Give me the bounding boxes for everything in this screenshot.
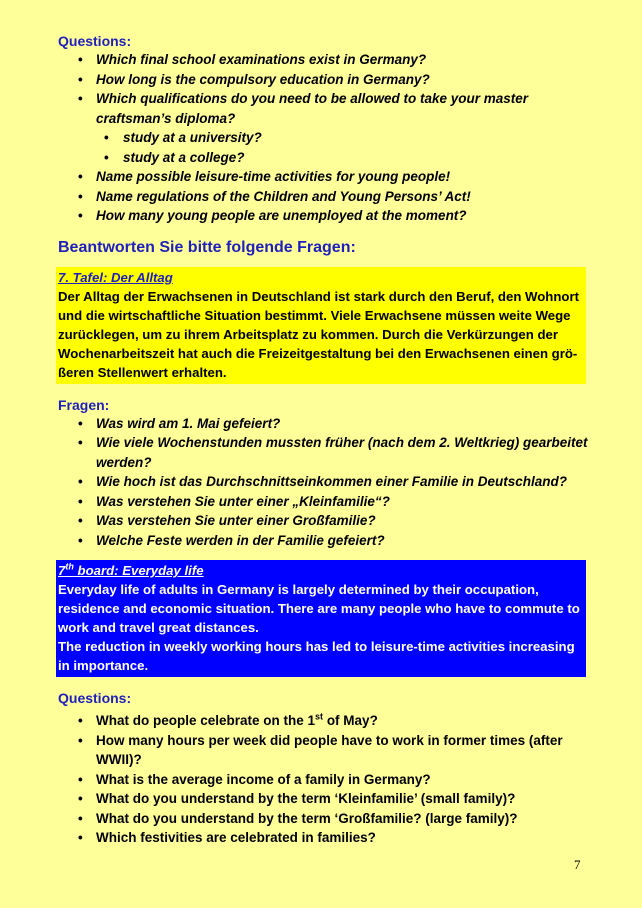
questions-heading-2: Questions:	[58, 690, 132, 706]
german-board-text: Der Alltag der Erwachsenen in Deutschland ist stark durch den Beruf, den Wohnort und die wirtschaftliche Situation bestimmt. Viele Erwachsene müssen weite Wege zurücklegen, um zu ihrem Arbeitsplatz zu kommen. Durch die Verkürzungen der Wochenarbeitszeit hat auch die Freizeitgestaltung bei den Erwachsenen einen grö-ßeren Stellenwert erhalten.	[58, 288, 579, 380]
german-board-box	[56, 267, 586, 384]
list-item: • Was verstehen Sie unter einer Großfamilie?	[58, 511, 588, 531]
list-item: • What do people celebrate on the 1st of May?	[58, 711, 588, 731]
document-page	[58, 32, 588, 848]
list-item: • What is the average income of a family in Germany?	[58, 770, 588, 790]
fragen-heading: Fragen:	[58, 396, 110, 413]
english-board-box	[56, 560, 586, 677]
instruction-heading: Beantworten Sie bitte folgende Fragen:	[58, 238, 356, 256]
list-item: • Was verstehen Sie unter einer „Kleinfamilie“?	[58, 492, 588, 512]
german-board-title: 7. Tafel: Der Alltag	[58, 269, 173, 285]
questions-list-2	[58, 711, 588, 848]
sub-list	[96, 128, 588, 167]
fragen-list	[58, 414, 588, 551]
list-item: • What do you understand by the term ‘Großfamilie? (large family)?	[58, 809, 588, 829]
list-item: • What do you understand by the term ‘Kleinfamilie’ (small family)?	[58, 789, 588, 809]
list-item: • How many young people are unemployed at the moment?	[58, 206, 588, 226]
list-item	[58, 89, 588, 167]
english-board-text: Everyday life of adults in Germany is largely determined by their occupation, residence and economic situation. There are many people who have to commute to work and travel great distances.	[58, 582, 580, 635]
english-board-text-2: The reduction in weekly working hours has led to leisure-time activities increasing in importance.	[58, 639, 575, 673]
list-item: • Name possible leisure-time activities for young people!	[58, 167, 588, 187]
page-number: 7	[574, 857, 581, 872]
english-board-title: 7th board: Everyday life	[58, 561, 204, 578]
list-item: • How long is the compulsory education in Germany?	[58, 70, 588, 90]
list-item: • Name regulations of the Children and Young Persons’ Act!	[58, 187, 588, 207]
questions-heading: Questions:	[58, 33, 132, 49]
sub-list-item: • study at a university?	[96, 128, 588, 148]
list-item: • Was wird am 1. Mai gefeiert?	[58, 414, 588, 434]
list-item-text: Which qualifications do you need to be allowed to take your master craftsman’s diploma?	[96, 91, 529, 126]
list-item: • Which final school examinations exist in Germany?	[58, 50, 588, 70]
sub-list-item: • study at a college?	[96, 148, 588, 168]
questions-list	[58, 50, 588, 226]
list-item: • Welche Feste werden in der Familie gefeiert?	[58, 531, 588, 551]
list-item: • Wie viele Wochenstunden mussten früher (nach dem 2. Weltkrieg) gearbeitet werden?	[58, 433, 588, 472]
list-item: • How many hours per week did people have to work in former times (after WWII)?	[58, 731, 588, 770]
list-item: • Which festivities are celebrated in families?	[58, 828, 588, 848]
list-item: • Wie hoch ist das Durchschnittseinkommen einer Familie in Deutschland?	[58, 472, 588, 492]
